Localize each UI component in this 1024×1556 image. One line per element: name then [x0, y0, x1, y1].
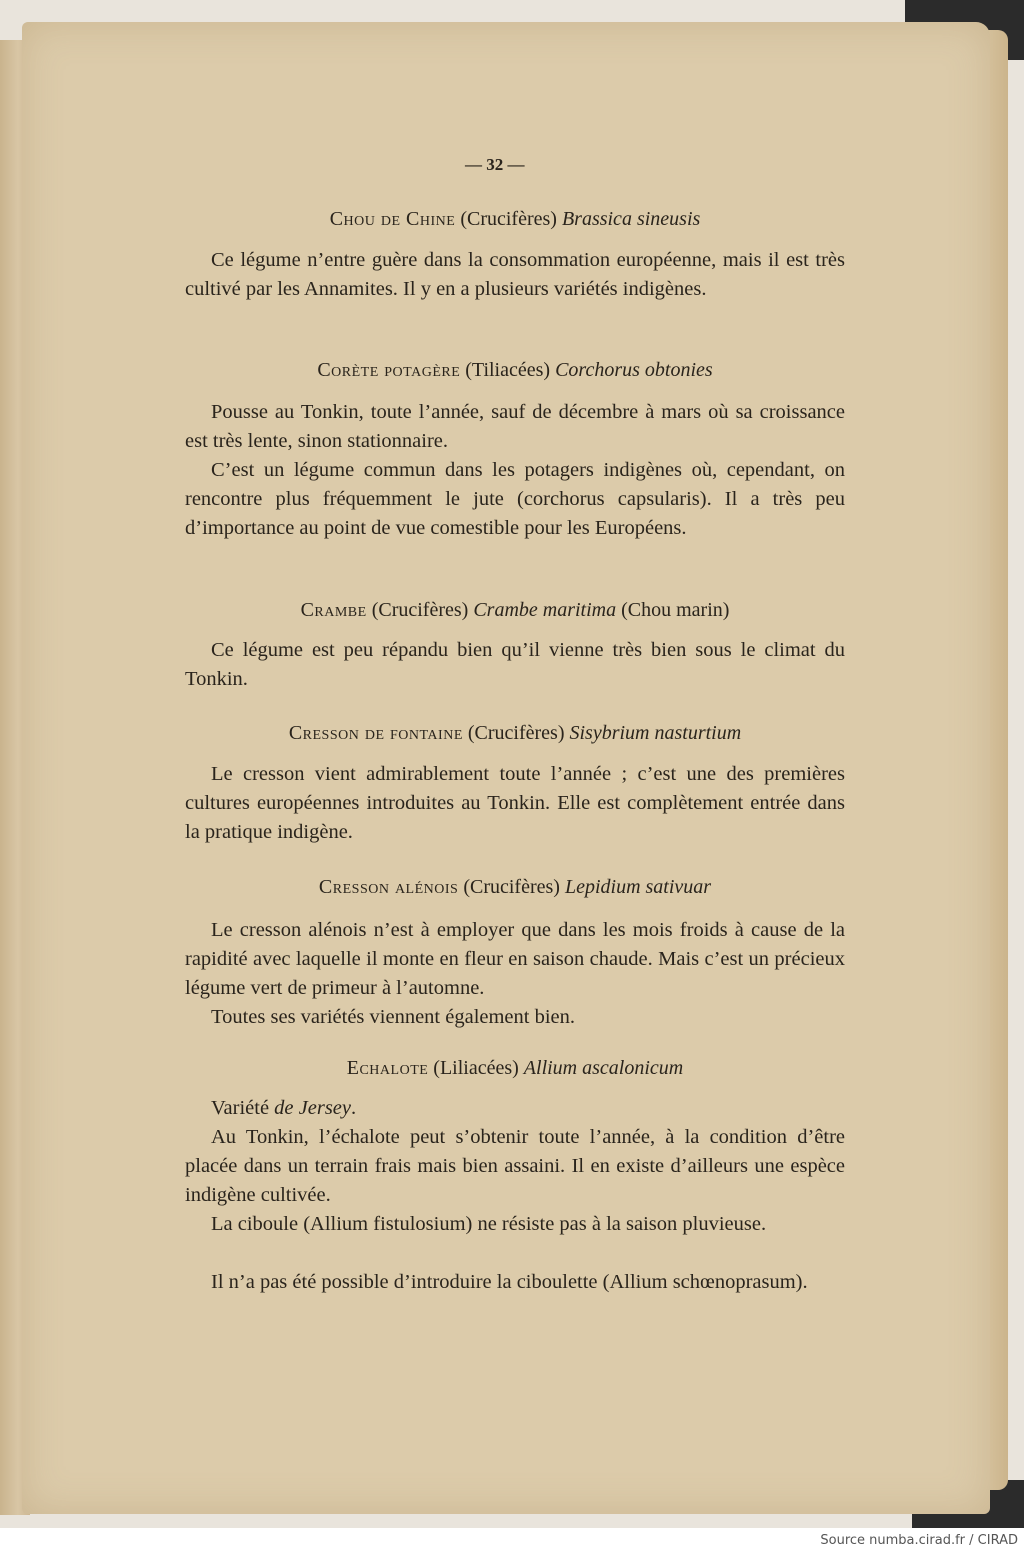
entry-heading — [185, 205, 845, 234]
variety-prefix: Variété — [211, 1097, 275, 1119]
page-number: — 32 — — [465, 155, 525, 174]
entry-heading — [185, 873, 845, 902]
entry-latin: Brassica sineusis — [561, 208, 701, 230]
entry-paragraph: Au Tonkin, l’échalote peut s’obtenir toute l’année, à la condition d’être placée dans un terrain frais mais bien assaini. Il en existe d’ailleurs une espèce indigène cultivée. — [185, 1126, 845, 1206]
entry-family: (Crucifères) — [366, 599, 474, 621]
entry-family: (Crucifères) — [455, 208, 562, 230]
source-credit[interactable]: Source numba.cirad.fr / CIRAD — [820, 1533, 1018, 1548]
entry-paragraph: C’est un légume commun dans les potagers indigènes où, cependant, on rencontre plus fréquemment le jute (corchorus capsularis). Il a très peu d’importance au point de vue comestible pour les Européens. — [185, 459, 845, 539]
entry-extra: (Chou marin) — [616, 599, 730, 621]
entry-latin: Corchorus obtonies — [555, 359, 713, 381]
entry-paragraph: Ce légume est peu répandu bien qu’il vienne très bien sous le climat du Tonkin. — [185, 639, 845, 690]
entry-name: Crambe — [300, 599, 367, 621]
entry-paragraph: Pousse au Tonkin, toute l’année, sauf de décembre à mars où sa croissance est très lente, sinon stationnaire. — [185, 401, 845, 452]
entry-paragraph: Ce légume n’entre guère dans la consommation européenne, mais il est très cultivé par les Annamites. Il y en a plusieurs variétés indigènes. — [185, 249, 845, 300]
entry-heading — [185, 356, 845, 385]
entry-family: (Crucifères) — [462, 722, 570, 744]
entry-family: (Liliacées) — [428, 1057, 524, 1079]
entry-name: Cresson de fontaine — [288, 722, 463, 744]
entry-paragraph: Variété de Jersey. — [211, 1097, 357, 1119]
entry-name: Echalote — [346, 1057, 429, 1079]
variety-name: de Jersey — [274, 1097, 351, 1119]
entry-latin: Lepidium sativuar — [564, 876, 712, 898]
entry-paragraph: Le cresson alénois n’est à employer que dans les mois froids à cause de la rapidité avec laquelle il monte en fleur en saison chaude. Mais c’est un précieux légume vert de primeur à l’automne. — [185, 919, 845, 999]
entry-name: Corète potagère — [317, 359, 461, 381]
entry-family: (Tiliacées) — [460, 359, 556, 381]
entry-heading — [185, 596, 845, 625]
entry-heading — [185, 719, 845, 748]
entry-paragraph: Toutes ses variétés viennent également bien. — [211, 1006, 576, 1028]
entry-paragraph: La ciboule (Allium fistulosium) ne résiste pas à la saison pluvieuse. — [211, 1213, 767, 1235]
entry-latin: Allium ascalonicum — [523, 1057, 684, 1079]
entry-latin: Sisybrium nasturtium — [569, 722, 742, 744]
entry-family: (Crucifères) — [458, 876, 565, 898]
entry-name: Cresson alénois — [318, 876, 459, 898]
entry-latin: Crambe maritima — [473, 599, 617, 621]
entry-heading — [185, 1054, 845, 1083]
entry-paragraph: Le cresson vient admirablement toute l’année ; c’est une des premières cultures européennes introduites au Tonkin. Elle est complètement entrée dans la pratique indigène. — [185, 763, 845, 843]
entry-name: Chou de Chine — [329, 208, 456, 230]
entry-paragraph: Il n’a pas été possible d’introduire la ciboulette (Allium schœnoprasum). — [211, 1271, 808, 1293]
